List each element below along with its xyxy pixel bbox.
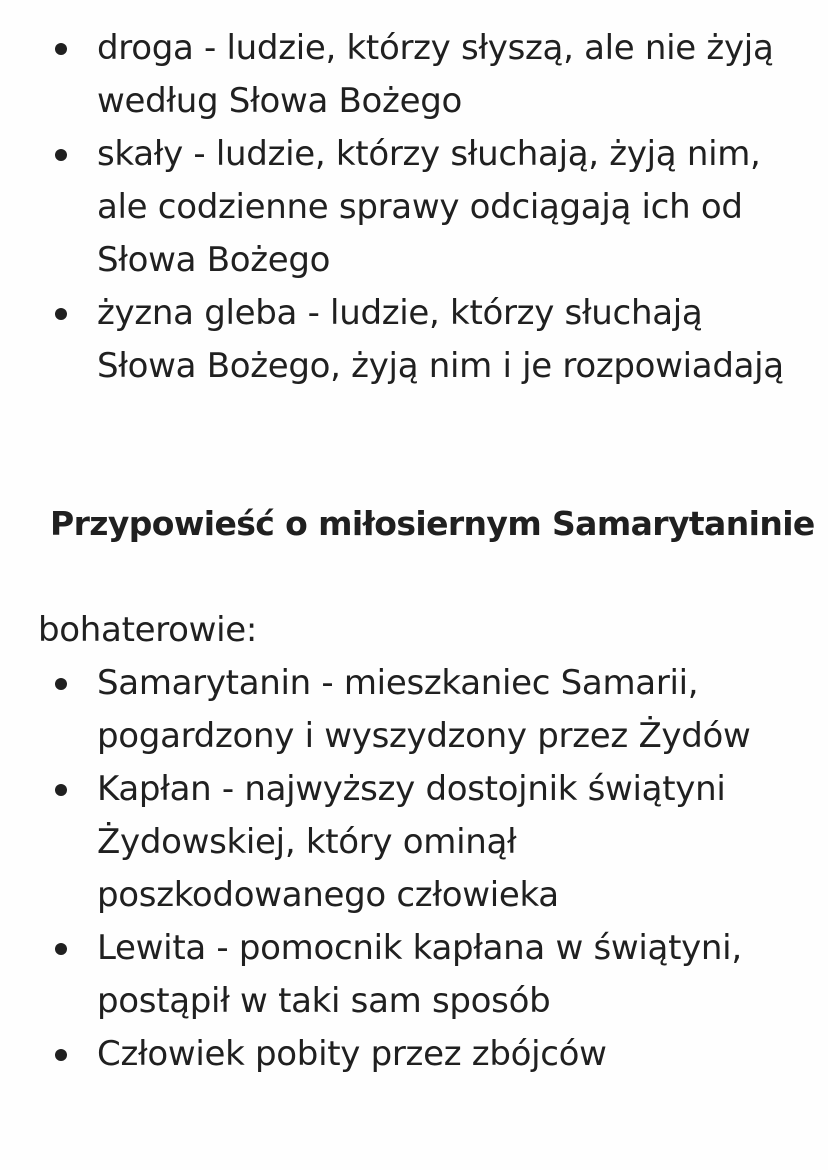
list-item [0, 22, 828, 128]
list-item [0, 128, 828, 287]
section-heading: Przypowieść o miłosiernym Samarytaninie [50, 504, 815, 543]
bullet-icon [55, 308, 67, 320]
list-item-text: Człowiek pobity przez zbójców [97, 1034, 607, 1074]
list-item-text: Samarytanin - mieszkaniec Samarii, pogardzony i wyszydzony przez Żydów [97, 663, 751, 756]
bullet-icon [55, 43, 67, 55]
list-item [0, 287, 828, 393]
list-item-text: Kapłan - najwyższy dostojnik świątyni Żydowskiej, który ominął poszkodowanego człowieka [97, 769, 726, 915]
characters-list [0, 657, 828, 1081]
bullet-icon [55, 943, 67, 955]
list-item [0, 922, 828, 1028]
list-item-text: żyzna gleba - ludzie, którzy słuchają Słowa Bożego, żyją nim i je rozpowiadają [97, 293, 784, 386]
list-item-text: skały - ludzie, którzy słuchają, żyją nim, ale codzienne sprawy odciągają ich od Słowa Bożego [97, 134, 761, 280]
list-item-text: Lewita - pomocnik kapłana w świątyni, postąpił w taki sam sposób [97, 928, 742, 1021]
list-item-text: droga - ludzie, którzy słyszą, ale nie żyją według Słowa Bożego [97, 28, 774, 121]
list-item [0, 657, 828, 763]
bullet-icon [55, 678, 67, 690]
bullet-icon [55, 149, 67, 161]
parable-soil-types-list [0, 22, 828, 393]
list-item [0, 763, 828, 922]
bullet-icon [55, 1049, 67, 1061]
list-item [0, 1028, 828, 1081]
characters-label: bohaterowie: [38, 610, 258, 650]
bullet-icon [55, 784, 67, 796]
